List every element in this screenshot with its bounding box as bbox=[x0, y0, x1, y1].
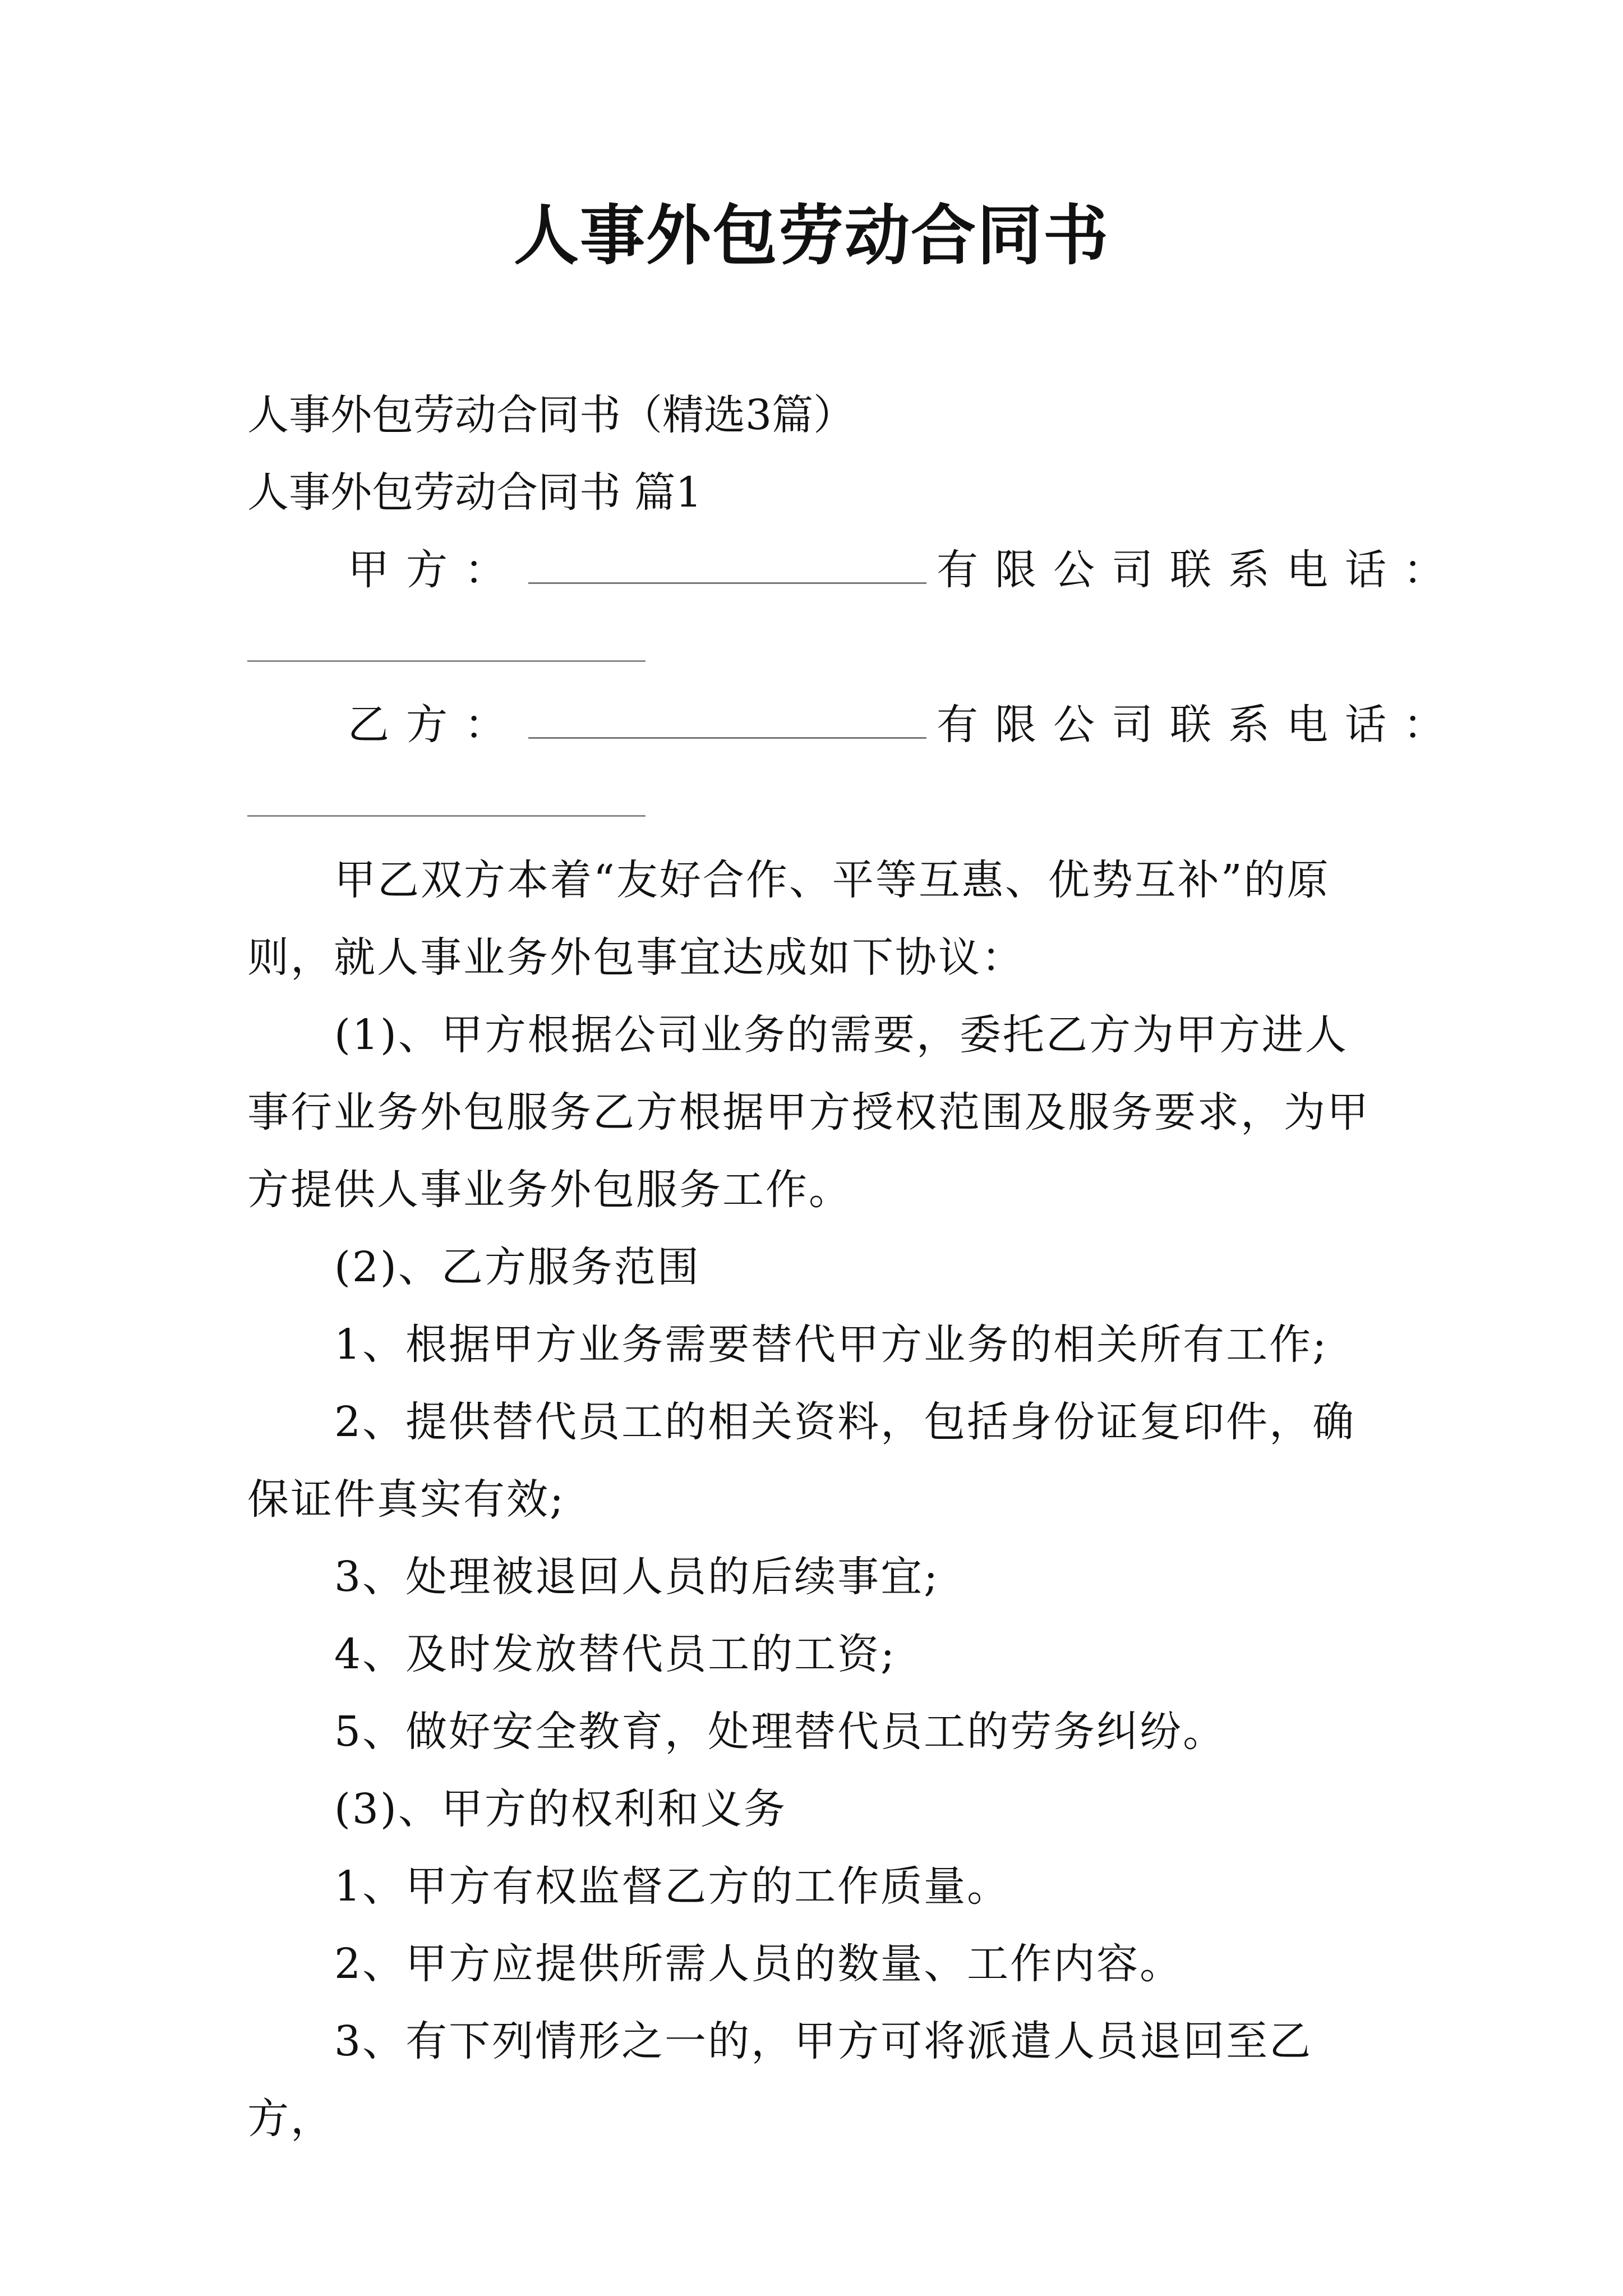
party-a-phone-blank bbox=[247, 660, 645, 662]
paragraph-service-2: 2、提供替代员工的相关资料，包括身份证复印件，确保证件真实有效; bbox=[247, 1398, 1356, 1524]
party-b-row bbox=[348, 697, 1461, 753]
document-title: 人事外包劳动合同书 bbox=[514, 197, 1109, 274]
paragraph-service-4: 4、及时发放替代员工的工资; bbox=[334, 1630, 897, 1678]
paragraph-service-3: 3、处理被退回人员的后续事宜; bbox=[334, 1553, 940, 1601]
paragraph-clause-2-heading: (2)、乙方服务范围 bbox=[334, 1243, 700, 1291]
paragraph-right-2: 2、甲方应提供所需人员的数量、工作内容。 bbox=[334, 1940, 1183, 1988]
paragraph-service-1: 1、根据甲方业务需要替代甲方业务的相关所有工作; bbox=[334, 1320, 1329, 1369]
paragraph-clause-3-heading: (3)、甲方的权利和义务 bbox=[334, 1785, 787, 1833]
paragraph-right-1: 1、甲方有权监督乙方的工作质量。 bbox=[334, 1862, 1011, 1911]
subtitle-selected: 人事外包劳动合同书（精选3篇） bbox=[247, 391, 855, 439]
paragraph-service-5: 5、做好安全教育，处理替代员工的劳务纠纷。 bbox=[334, 1708, 1227, 1756]
party-b-name-blank bbox=[528, 701, 926, 739]
paragraph-intro: 甲乙双方本着“友好合作、平等互惠、优势互补”的原则，就人事业务外包事宜达成如下协议： bbox=[247, 856, 1330, 982]
paragraph-clause-1: (1)、甲方根据公司业务的需要，委托乙方为甲方进人事行业务外包服务乙方根据甲方授权范围及服务要求，为甲方提供人事业务外包服务工作。 bbox=[247, 1011, 1370, 1214]
subtitle-part-1: 人事外包劳动合同书 篇1 bbox=[247, 468, 702, 517]
party-b-label: 乙方： bbox=[348, 701, 523, 749]
paragraph-right-3: 3、有下列情形之一的，甲方可将派遣人员退回至乙方， bbox=[247, 2017, 1313, 2143]
party-a-label: 甲方： bbox=[348, 546, 523, 594]
party-a-row bbox=[348, 542, 1461, 598]
party-a-name-blank bbox=[528, 546, 926, 584]
party-b-phone-blank bbox=[247, 815, 645, 817]
party-a-phone-label: 有限公司联系电话： bbox=[937, 546, 1461, 594]
party-b-phone-label: 有限公司联系电话： bbox=[937, 701, 1461, 749]
